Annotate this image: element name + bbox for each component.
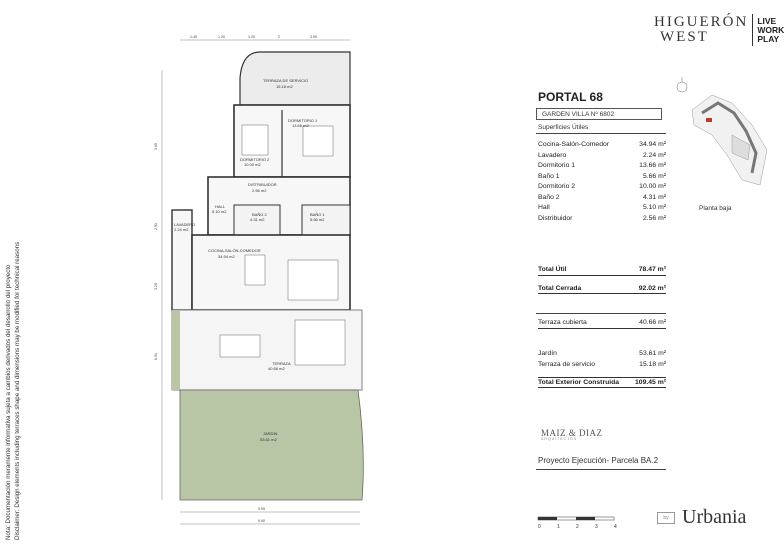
scale-label: 1 — [557, 524, 560, 530]
plan-label-terraza-servicio: TERRAZA DE SERVICIO — [263, 78, 309, 83]
brand-divider — [752, 14, 753, 46]
plan-label-terraza-servicio-area: 15.18 m2 — [276, 84, 293, 89]
room-name: Dormitorio 1 — [538, 162, 576, 169]
unit-location-marker — [706, 118, 712, 122]
total-cerrada-value: 92.02 m² — [638, 284, 666, 292]
svg-text:2: 2 — [278, 35, 280, 39]
plan-label-bano1: BAÑO 1 — [310, 212, 325, 217]
north-arrow-icon — [677, 82, 687, 92]
svg-text:6.94: 6.94 — [154, 353, 158, 360]
room-area: 13.66 m² — [639, 162, 666, 169]
scale-label: 2 — [576, 524, 579, 530]
divider — [536, 133, 666, 134]
room-name: Hall — [538, 204, 550, 211]
svg-text:3.00: 3.00 — [154, 143, 158, 150]
plan-label-jardin-area: 53.61 m2 — [260, 437, 277, 442]
disclaimer-line-1: Nota: Documentación meramente informativa sujeta a cambios derivados del desarrollo del proyecto — [5, 264, 12, 540]
room-area: 2.24 m² — [642, 151, 666, 159]
total-exterior-table — [538, 377, 666, 388]
room-row — [538, 172, 666, 183]
higueron-west-logo — [654, 14, 784, 46]
site-key-plan — [672, 75, 772, 205]
brand-tag-live: LIVE — [757, 15, 777, 26]
scale-bar — [538, 512, 618, 532]
plan-label-lavadero-area: 2.24 m2 — [174, 227, 189, 232]
terraza-cubierta-value: 40.66 m² — [639, 319, 666, 326]
svg-text:2.91: 2.91 — [154, 223, 158, 230]
exterior-name: Jardín — [538, 350, 557, 357]
room-name: Distribuidor — [538, 214, 573, 222]
architect-subtitle: ARQUITECTOS — [541, 437, 578, 441]
architect-logo: MAIZ & DIAZ — [541, 428, 603, 438]
svg-text:9.95: 9.95 — [258, 507, 265, 511]
room-row — [538, 140, 666, 151]
room-name: Baño 2 — [538, 193, 560, 201]
portal-title: PORTAL 68 — [538, 90, 603, 104]
planta-label: Planta baja — [699, 205, 732, 212]
disclaimer-note — [4, 180, 22, 540]
plan-label-cocina-area: 34.94 m2 — [218, 254, 235, 259]
plan-label-bano2: BAÑO 2 — [252, 212, 267, 217]
total-exterior-label: Total Exterior Construida — [538, 379, 620, 386]
plan-label-hall-area: 5.10 m2 — [212, 209, 227, 214]
svg-text:9.90: 9.90 — [258, 519, 265, 523]
plan-label-lavadero: LAVADERO — [174, 222, 196, 227]
room-area: 5.66 m² — [642, 172, 666, 180]
brand-tagline — [757, 17, 784, 44]
total-cerrada-row — [538, 284, 666, 295]
exterior-area: 15.18 m² — [639, 360, 666, 368]
disclaimer-line-2: Disclaimer: Design elements including terraces shape and dimensions may be modified for technical reasons — [14, 241, 21, 540]
divider — [536, 469, 666, 470]
brand-line-2: WEST — [660, 29, 709, 45]
brand-name — [654, 15, 748, 45]
plan-label-dormitorio2: DORMITORIO 2 — [240, 157, 270, 162]
terraza-cubierta-label: Terraza cubierta — [538, 319, 587, 326]
total-util-row — [538, 265, 666, 276]
plan-label-terraza-area: 40.66 m2 — [268, 366, 285, 371]
room-area: 10.00 m² — [639, 183, 666, 190]
totals-table — [538, 265, 666, 302]
total-exterior-value: 109.45 m² — [635, 379, 666, 386]
plan-label-hall: HALL — [215, 204, 226, 209]
villa-number: GARDEN VILLA Nº 6802 — [536, 108, 662, 120]
plan-label-bano1-area: 5.66 m2 — [310, 217, 325, 222]
jardin-area — [180, 390, 363, 500]
svg-text:3.90: 3.90 — [310, 35, 317, 39]
room-name: Lavadero — [538, 151, 567, 159]
room-name: Cocina-Salón-Comedor — [538, 141, 610, 148]
room-area: 4.31 m² — [642, 193, 666, 201]
svg-text:1.45: 1.45 — [190, 35, 197, 39]
scale-label: 3 — [595, 524, 598, 530]
svg-text:3.20: 3.20 — [154, 283, 158, 290]
brand-tag-work: WORK — [757, 24, 784, 35]
plan-label-dormitorio1: DORMITORIO 1 — [288, 118, 318, 123]
exterior-area: 53.61 m² — [639, 350, 666, 357]
exterior-table — [538, 349, 666, 370]
room-row — [538, 161, 666, 172]
plan-label-distribuidor-area: 2.56 m2 — [252, 188, 267, 193]
by-label: by — [657, 512, 675, 524]
exterior-row — [538, 360, 666, 371]
scale-label: 4 — [614, 524, 617, 530]
plan-label-jardin: JARDÍN — [263, 431, 278, 436]
plan-label-bano2-area: 4.31 m2 — [250, 217, 265, 222]
room-area: 34.94 m² — [639, 141, 666, 148]
room-row — [538, 214, 666, 225]
terraza-cubierta-row — [538, 318, 666, 329]
brand-tag-play: PLAY — [757, 33, 780, 44]
brand-line-1: HIGUERÓN — [654, 14, 749, 30]
terraza-cubierta-table — [538, 318, 666, 329]
divider — [536, 313, 666, 314]
room-row — [538, 193, 666, 204]
urbania-logo: Urbania — [682, 506, 747, 528]
room-row — [538, 182, 666, 193]
total-util-label: Total Útil — [538, 266, 567, 273]
room-name: Dormitorio 2 — [538, 183, 576, 190]
plan-label-dormitorio1-area: 13.66 m2 — [292, 123, 309, 128]
project-title: Proyecto Ejecución- Parcela BA.2 — [538, 456, 659, 465]
plan-label-cocina: COCINA-SALÓN-COMEDOR — [208, 248, 261, 253]
plan-label-dormitorio2-area: 10.00 m2 — [244, 162, 261, 167]
total-exterior-row — [538, 377, 666, 388]
rooms-table — [538, 140, 666, 224]
room-name: Baño 1 — [538, 172, 560, 180]
room-row — [538, 203, 666, 214]
svg-text:1.20: 1.20 — [218, 35, 225, 39]
svg-text:1.20: 1.20 — [248, 35, 255, 39]
room-area: 5.10 m² — [642, 204, 666, 211]
room-area: 2.56 m² — [642, 214, 666, 222]
superficies-title: Superficies Útiles — [538, 124, 589, 131]
total-cerrada-label: Total Cerrada — [538, 284, 582, 292]
exterior-name: Terraza de servicio — [538, 360, 596, 368]
plan-label-distribuidor: DISTRIBUIDOR — [248, 182, 277, 187]
floor-plan-drawing — [154, 30, 520, 540]
plan-label-terraza: TERRAZA — [272, 361, 291, 366]
floor-plan — [154, 30, 520, 540]
scale-label: 0 — [538, 524, 541, 530]
total-util-value: 78.47 m² — [638, 266, 666, 273]
exterior-row — [538, 349, 666, 360]
room-row — [538, 151, 666, 162]
